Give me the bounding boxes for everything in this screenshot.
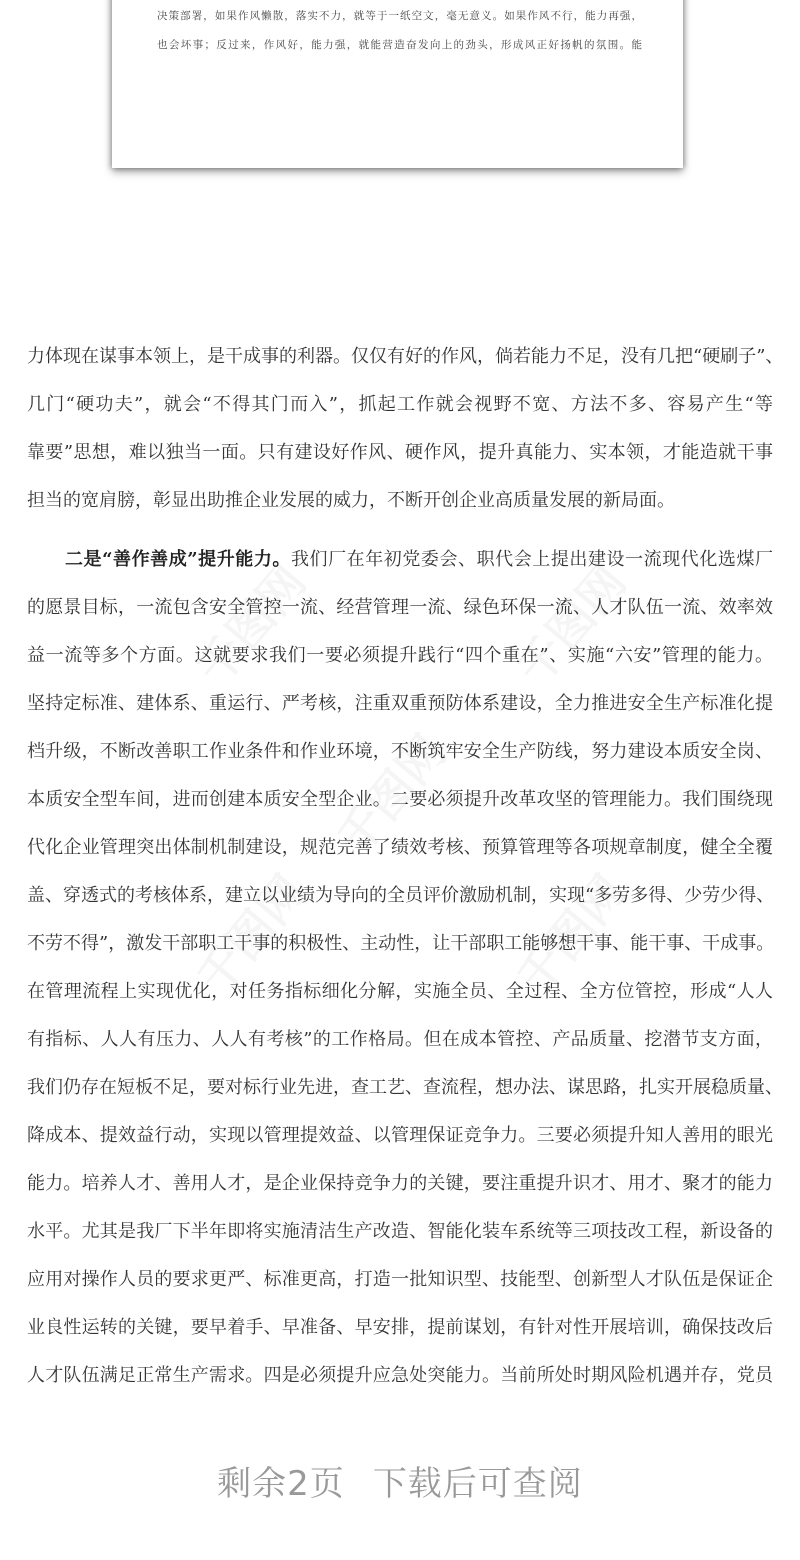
download-hint[interactable]: 下载后可查阅 xyxy=(372,1464,583,1504)
text-span: 我们厂在年初党委会、职代会上提出建设一流现代化选煤厂 xyxy=(291,549,773,570)
text-line: 人才队伍满足正常生产需求。四是必须提升应急处突能力。当前所处时期风险机遇并存，党员 xyxy=(27,1365,773,1386)
text-line: 力体现在谋事本领上，是干成事的利器。仅仅有好的作风，倘若能力不足，没有几把“硬刷子”、 xyxy=(27,346,784,367)
text-line: 坚持定标准、建体系、重运行、严考核，注重双重预防体系建设，全力推进安全生产标准化提 xyxy=(27,693,773,714)
text-line: 业良性运转的关键，要早着手、早准备、早安排，提前谋划，有针对性开展培训，确保技改后 xyxy=(27,1317,773,1338)
section-heading: 二是“善作善成”提升能力。 xyxy=(65,549,291,570)
preview-line: 决策部署，如果作风懒散，落实不力，就等于一纸空文，毫无意义。如果作风不行，能力再强， xyxy=(157,10,642,22)
text-line: 盖、穿透式的考核体系，建立以业绩为导向的全员评价激励机制，实现“多劳多得、少劳少得、 xyxy=(27,885,775,906)
text-line: 应用对操作人员的要求更严、标准更高，打造一批知识型、技能型、创新型人才队伍是保证企 xyxy=(27,1269,773,1290)
text-line: 有指标、人人有压力、人人有考核”的工作格局。但在成本管控、产品质量、挖潜节支方面， xyxy=(27,1029,773,1050)
text-line: 我们仍存在短板不足，要对标行业先进，查工艺、查流程，想办法、谋思路，扎实开展稳质量、 xyxy=(27,1077,783,1098)
text-line: 能力。培养人才、善用人才，是企业保持竞争力的关键，要注重提升识才、用才、聚才的能力 xyxy=(27,1173,773,1194)
text-line: 的愿景目标，一流包含安全管控一流、经营管理一流、绿色环保一流、人才队伍一流、效率效 xyxy=(27,597,773,618)
text-line: 水平。尤其是我厂下半年即将实施清洁生产改造、智能化装车系统等三项技改工程，新设备的 xyxy=(27,1221,773,1242)
text-line: 担当的宽肩膀，彰显出助推企业发展的威力，不断开创企业高质量发展的新局面。 xyxy=(27,490,675,511)
text-line: 不劳不得”，激发干部职工干事的积极性、主动性，让干部职工能够想干事、能干事、干成事。 xyxy=(27,933,775,954)
text-line: 在管理流程上实现优化，对任务指标细化分解，实施全员、全过程、全方位管控，形成“人人 xyxy=(27,981,773,1002)
text-line: 几门“硬功夫”，就会“不得其门而入”，抓起工作就会视野不宽、方法不多、容易产生“等 xyxy=(27,394,773,415)
preview-line: 也会坏事；反过来，作风好，能力强，就能营造奋发向上的劲头，形成风正好扬帆的氛围。能 xyxy=(157,39,642,51)
text-line: 益一流等多个方面。这就要求我们一要必须提升践行“四个重在”、实施“六安”管理的能力。 xyxy=(27,645,773,666)
paragraph-first-line xyxy=(65,548,773,572)
text-line: 代化企业管理突出体制机制建设，规范完善了绩效考核、预算管理等各项规章制度，健全全覆 xyxy=(27,837,773,858)
preview-page-card xyxy=(112,0,683,168)
text-line: 靠要”思想，难以独当一面。只有建设好作风、硬作风，提升真能力、实本领，才能造就干事 xyxy=(27,442,773,463)
text-line: 降成本、提效益行动，实现以管理提效益、以管理保证竞争力。三要必须提升知人善用的眼光 xyxy=(27,1125,773,1146)
text-line: 档升级，不断改善职工作业条件和作业环境，不断筑牢安全生产防线，努力建设本质安全岗、 xyxy=(27,741,773,762)
remaining-pages-label: 剩余2页 xyxy=(217,1464,345,1504)
remaining-pages-banner[interactable] xyxy=(0,1456,800,1505)
text-line: 本质安全型车间，进而创建本质安全型企业。二要必须提升改革攻坚的管理能力。我们围绕现 xyxy=(27,789,773,810)
